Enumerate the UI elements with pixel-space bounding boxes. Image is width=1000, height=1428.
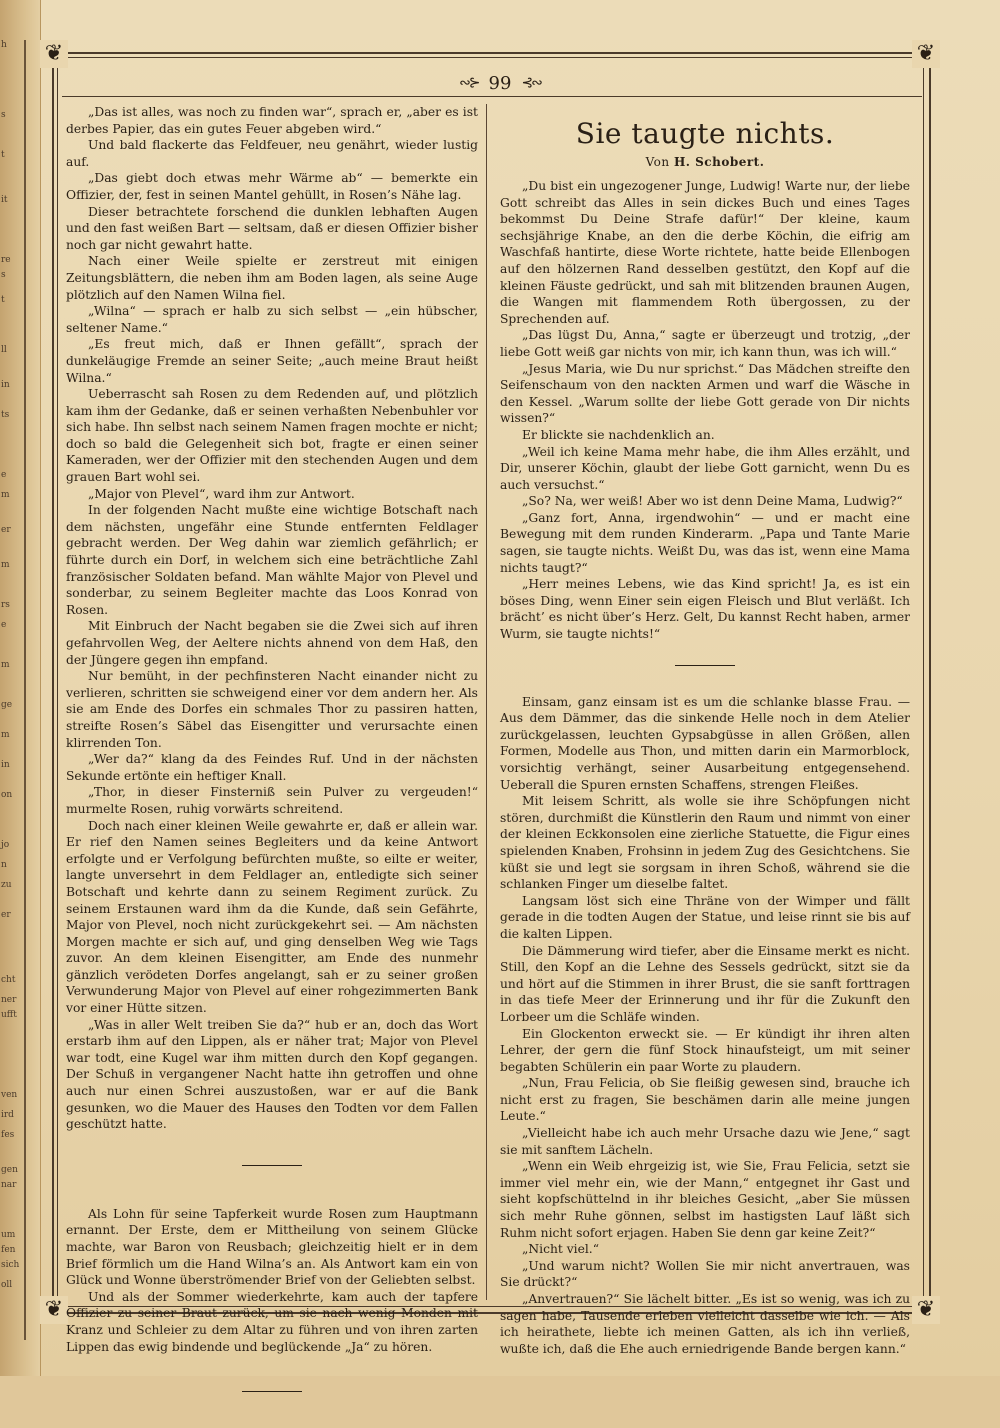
header-rule	[62, 96, 922, 97]
paragraph: Langsam löst sich eine Thräne von der Wimper und fällt gerade in die todten Augen der Statue, und leise rinnt sie bis auf die kalten Lippen.	[500, 893, 910, 941]
paragraph: Einsam, ganz einsam ist es um die schlanke blasse Frau. — Aus dem Dämmer, das die sinkende Helle noch in dem Atelier zurückgelassen, leuchten Gypsabgüsse in allen Größen, allen Formen, Modelle aus Thon, und mitten darin ein Marmorblock, vorsichtig verhängt, seiner Ausarbeitung entgegensehend. Ueberall die Spuren ernsten Schaffens, strengen Fleißes.	[500, 694, 910, 792]
margin-fragment: ll	[1, 345, 7, 355]
margin-fragment: er	[1, 910, 11, 920]
margin-fragment: re	[1, 255, 11, 265]
margin-fragment: h	[1, 40, 7, 50]
paragraph: „Und warum nicht? Wollen Sie mir nicht anvertrauen, was Sie drückt?“	[500, 1258, 910, 1290]
margin-fragment: e	[1, 620, 7, 630]
header-ornament-right: ⊰∾	[521, 75, 541, 91]
previous-page-rule	[24, 40, 26, 1340]
margin-fragment: t	[1, 295, 5, 305]
paragraph: „Major von Plevel“, ward ihm zur Antwort.	[88, 486, 355, 501]
page-header	[400, 68, 600, 98]
column-divider	[486, 104, 487, 1300]
margin-fragment: ven	[1, 1090, 18, 1100]
left-column	[66, 104, 478, 1428]
header-ornament-left: ∾⊱	[459, 75, 479, 91]
margin-fragment: m	[1, 730, 10, 740]
paragraph: Doch nach einer kleinen Weile gewahrte er, daß er allein war. Er rief den Namen seines Begleiters und da keine Antwort erfolgte und er Verfolgung befürchten mußte, so eilte er weiter, langte unversehrt in dem Feldlager an, entledigte sich seiner Botschaft und kehrte dann zu seinem Regiment zurück. Zu seinem Erstaunen ward ihm da die Kunde, daß sein Gefährte, Major von Plevel, noch nicht zurückgekehrt sei. — Am nächsten Morgen machte er sich auf, und ging denselben Weg wie Tags zuvor. An dem kleinen Eisengitter, am Ende des nunmehr gänzlich verödeten Dorfes angelangt, sah er zu seiner großen Verwunderung Major von Plevel auf einer rohgezimmerten Bank vor einer Hütte sitzen.	[66, 818, 478, 1016]
left-text-block-2	[66, 1206, 478, 1355]
margin-fragment: oll	[1, 1280, 13, 1290]
byline-prefix: Von	[645, 155, 670, 169]
paragraph: Ein Glockenton erweckt sie. — Er kündigt ihr ihren alten Lehrer, der gern die fünf Stock hinaufsteigt, um mit seiner begabten Schülerin ein paar Worte zu plaudern.	[500, 1026, 910, 1074]
right-text-block-1	[500, 178, 910, 643]
margin-fragment: er	[1, 525, 11, 535]
paragraph: „Du bist ein ungezogener Junge, Ludwig! Warte nur, der liebe Gott schreibt das Alles in sein dickes Buch und eines Tages bekommst Du Deine Strafe dafür!“ Der kleine, kaum sechsjährige Knabe, an den die derbe Köchin, die eifrig am Waschfaß hantirte, diese Worte richtete, hatte beide Ellenbogen auf den hölzernen Rand desselben gestützt, den Kopf auf die kleinen Fäuste gedrückt, und sah mit blitzenden braunen Augen, die Wangen mit flammendem Roth übergossen, zu der Sprechenden auf.	[500, 179, 910, 326]
paragraph: Mit leisem Schritt, als wolle sie ihre Schöpfungen nicht stören, durchmißt die Künstlerin den Raum und nimmt von einer der kleinen Eckkonsolen eine zierliche Statuette, die Figur eines spielenden Knaben, Frohsinn in jedem Zug des Gesichtchens. Sie küßt sie und legt sie sorgsam in ihren Schoß, während sie die schlanken Finger um dieselbe faltet.	[500, 794, 910, 892]
paragraph: „So? Na, wer weiß! Aber wo ist denn Deine Mama, Ludwig?“	[522, 494, 903, 509]
story-title: Sie taugte nichts.	[575, 117, 835, 150]
margin-fragment: m	[1, 660, 10, 670]
margin-fragment: in	[1, 760, 10, 770]
paragraph: Als Lohn für seine Tapferkeit wurde Rosen zum Hauptmann ernannt. Der Erste, dem er Mittheilung von seinem Glücke machte, war Baron von Reusbach; gleichzeitig hielt er in dem Brief förmlich um die Hand Wilna’s an. Als Antwort kam ein von Glück und Wonne überströmender Brief von der Geliebten selbst.	[66, 1206, 478, 1288]
paragraph: Mit Einbruch der Nacht begaben sie die Zwei sich auf ihren gefahrvollen Weg, der Aeltere nichts ahnend von dem Haß, den der Jüngere gegen ihn empfand.	[66, 619, 478, 667]
byline-author: H. Schobert.	[673, 155, 765, 169]
margin-fragment: ts	[1, 410, 10, 420]
paragraph: „Nicht viel.“	[522, 1242, 600, 1257]
margin-fragment: m	[1, 490, 10, 500]
margin-fragment: nar	[1, 1180, 17, 1190]
margin-fragment: sich	[1, 1260, 20, 1270]
paragraph: Und als der Sommer wiederkehrte, kam auch der tapfere Offizier zu seiner Braut zurück, um sie nach wenig Monden mit Kranz und Schleier zu dem Altar zu führen und von ihren zarten Lippen das ewig bindende und beglückende „Ja“ zu hören.	[66, 1289, 478, 1354]
section-separator	[242, 1165, 302, 1166]
margin-fragment: n	[1, 860, 7, 870]
paragraph: „Das giebt doch etwas mehr Wärme ab“ — bemerkte ein Offizier, der, fest in seinen Mantel gehüllt, in Rosen’s Nähe lag.	[66, 171, 478, 202]
paragraph: „Weil ich keine Mama mehr habe, die ihm Alles erzählt, und Dir, unserer Köchin, glaubt der liebe Gott garnicht, wenn Du es auch versuchst.“	[500, 444, 910, 492]
paragraph: Die Dämmerung wird tiefer, aber die Einsame merkt es nicht. Still, den Kopf an die Lehne des Sessels gedrückt, sitzt sie da und hört auf die Stimmen in ihrer Brust, die sie sanft forttragen in das tiefe Meer der Erinnerung und ihr für die Zukunft den Lorbeer um die Schläfe winden.	[500, 943, 910, 1024]
margin-fragment: gen	[1, 1165, 18, 1175]
corner-ornament-bottom-right: ❦	[912, 1296, 940, 1324]
margin-fragment: ird	[1, 1110, 14, 1120]
end-separator	[242, 1391, 302, 1392]
margin-fragment: fen	[1, 1245, 16, 1255]
corner-ornament-top-left: ❦	[40, 40, 68, 68]
margin-fragment: ufft	[1, 1010, 17, 1020]
paragraph: „Wenn ein Weib ehrgeizig ist, wie Sie, Frau Felicia, setzt sie immer viel mehr ein, wie der Mann,“ entgegnet ihr Gast und sieht kopfschüttelnd in ihr bleiches Gesicht, „aber Sie müssen sich mehr Ruhe gönnen, selbst im hastigsten Lauf läßt sich Ruhm nicht sofort erjagen. Haben Sie denn gar keine Zeit?“	[500, 1159, 910, 1240]
paragraph: „Das ist alles, was noch zu finden war“, sprach er, „aber es ist derbes Papier, das ein gutes Feuer abgeben wird.“	[66, 105, 478, 136]
right-column	[500, 104, 910, 1357]
paragraph: Er blickte sie nachdenklich an.	[522, 427, 715, 442]
margin-fragment: ge	[1, 700, 13, 710]
paragraph: „Jesus Maria, wie Du nur sprichst.“ Das Mädchen streifte den Seifenschaum von den nackten Armen und warf die Wäsche in den Kessel. „Warum sollte der liebe Gott gerade von Dir nichts wissen?“	[500, 361, 910, 426]
paragraph: „Herr meines Lebens, wie das Kind spricht! Ja, es ist ein böses Ding, wenn Einer sein eigen Fleisch und Blut verläßt. Ich brächt’ es nicht über’s Herz. Gelt, Du kannst Recht haben, armer Wurm, sie taugte nichts!“	[500, 577, 910, 642]
paragraph: In der folgenden Nacht mußte eine wichtige Botschaft nach dem nächsten, ungefähr eine Stunde entfernten Feldlager gebracht werden. Der Weg dahin war ziemlich gefährlich; er führte durch ein Dorf, in welchem sich eine beträchtliche Zahl französischer Soldaten befand. Man wählte Major von Plevel und sonderbar, zu seinem Begleiter machte das Loos Konrad von Rosen.	[66, 503, 478, 617]
paragraph: „Vielleicht habe ich auch mehr Ursache dazu wie Jene,“ sagt sie mit sanftem Lächeln.	[500, 1126, 910, 1157]
right-text-block-2	[500, 694, 910, 1358]
section-separator	[675, 665, 735, 666]
paragraph: „Es freut mich, daß er Ihnen gefällt“, sprach der dunkeläugige Fremde an seiner Seite; „auch meine Braut heißt Wilna.“	[66, 337, 478, 385]
paragraph: Nach einer Weile spielte er zerstreut mit einigen Zeitungsblättern, die neben ihm am Boden lagen, als seine Auge plötzlich auf den Namen Wilna fiel.	[66, 254, 478, 302]
paragraph: Dieser betrachtete forschend die dunklen lebhaften Augen und den fast weißen Bart — seltsam, daß er diesen Offizier bisher noch gar nicht gewahrt hatte.	[66, 204, 478, 252]
margin-fragment: m	[1, 560, 10, 570]
paragraph: „Thor, in dieser Finsterniß sein Pulver zu vergeuden!“ murmelte Rosen, ruhig vorwärts schreitend.	[66, 785, 478, 816]
margin-fragment: it	[1, 195, 8, 205]
previous-page-edge	[0, 0, 41, 1376]
margin-fragment: s	[1, 270, 6, 280]
margin-fragment: jo	[1, 840, 10, 850]
margin-fragment: um	[1, 1230, 16, 1240]
margin-fragment: ner	[1, 995, 17, 1005]
paragraph: „Ganz fort, Anna, irgendwohin“ — und er macht eine Bewegung mit dem runden Kinderarm. „Papa und Tante Marie sagen, sie taugte nichts. Weißt Du, was das ist, wenn eine Mama nichts taugt?“	[500, 510, 910, 575]
paragraph: Und bald flackerte das Feldfeuer, neu genährt, wieder lustig auf.	[66, 138, 478, 169]
paragraph: Ueberrascht sah Rosen zu dem Redenden auf, und plötzlich kam ihm der Gedanke, daß er seinen verhaßten Nebenbuhler vor sich habe. Ihn selbst nach seinem Namen fragen mochte er nicht; doch so bald die Gelegenheit sich bot, fragte er einen seiner Kameraden, wer der Offizier mit den stechenden Augen und dem grauen Bart wohl sei.	[66, 387, 478, 485]
paragraph: „Nun, Frau Felicia, ob Sie fleißig gewesen sind, brauche ich nicht erst zu fragen, Sie beschämen darin alle meine jungen Leute.“	[500, 1076, 910, 1124]
corner-ornament-bottom-left: ❦	[40, 1296, 68, 1324]
page-number: 99	[488, 72, 512, 94]
paragraph: „Was in aller Welt treiben Sie da?“ hub er an, doch das Wort erstarb ihm auf den Lippen, als er näher trat; Major von Plevel war todt, eine Kugel war ihm mitten durch den Kopf gegangen. Der Schuß in vergangener Nacht hatte ihn getroffen und ohne auch nur einen Schrei auszustoßen, war er auf die Bank gesunken, wo die Mauer des Hauses den Todten vor dem Fallen geschützt hatte.	[66, 1017, 478, 1132]
paragraph: „Anvertrauen?“ Sie lächelt bitter. „Es ist so wenig, was ich zu sagen habe, Tausende erleben vielleicht dasselbe wie ich. — Als ich heirathete, liebte ich meinen Gatten, als ich ihn verließ, wußte ich, daß die Ehe auch erniedrigende Bande bergen kann.“	[500, 1292, 910, 1356]
margin-fragment: in	[1, 380, 10, 390]
margin-fragment: s	[1, 110, 6, 120]
margin-fragment: zu	[1, 880, 12, 890]
byline	[500, 154, 910, 170]
paragraph: „Wilna“ — sprach er halb zu sich selbst — „ein hübscher, seltener Name.“	[66, 304, 478, 335]
margin-fragment: e	[1, 470, 7, 480]
corner-ornament-top-right: ❦	[912, 40, 940, 68]
margin-fragment: rs	[1, 600, 10, 610]
paragraph: „Wer da?“ klang da des Feindes Ruf. Und in der nächsten Sekunde ertönte ein heftiger Knall.	[66, 752, 478, 783]
margin-fragment: on	[1, 790, 13, 800]
margin-fragment: t	[1, 150, 5, 160]
left-text-block-1	[66, 104, 478, 1133]
paragraph: Nur bemüht, in der pechfinsteren Nacht einander nicht zu verlieren, schritten sie schweigend einer vor dem andern her. Als sie am Ende des Dorfes ein schmales Thor zu passiren hatten, streifte Rosen’s Säbel das Eisengitter und verursachte einen klirrenden Ton.	[66, 669, 478, 750]
margin-fragment: fes	[1, 1130, 15, 1140]
margin-fragment: cht	[1, 975, 16, 985]
paragraph: „Das lügst Du, Anna,“ sagte er überzeugt und trotzig, „der liebe Gott weiß gar nichts von mir, ich kann thun, was ich will.“	[500, 328, 910, 359]
